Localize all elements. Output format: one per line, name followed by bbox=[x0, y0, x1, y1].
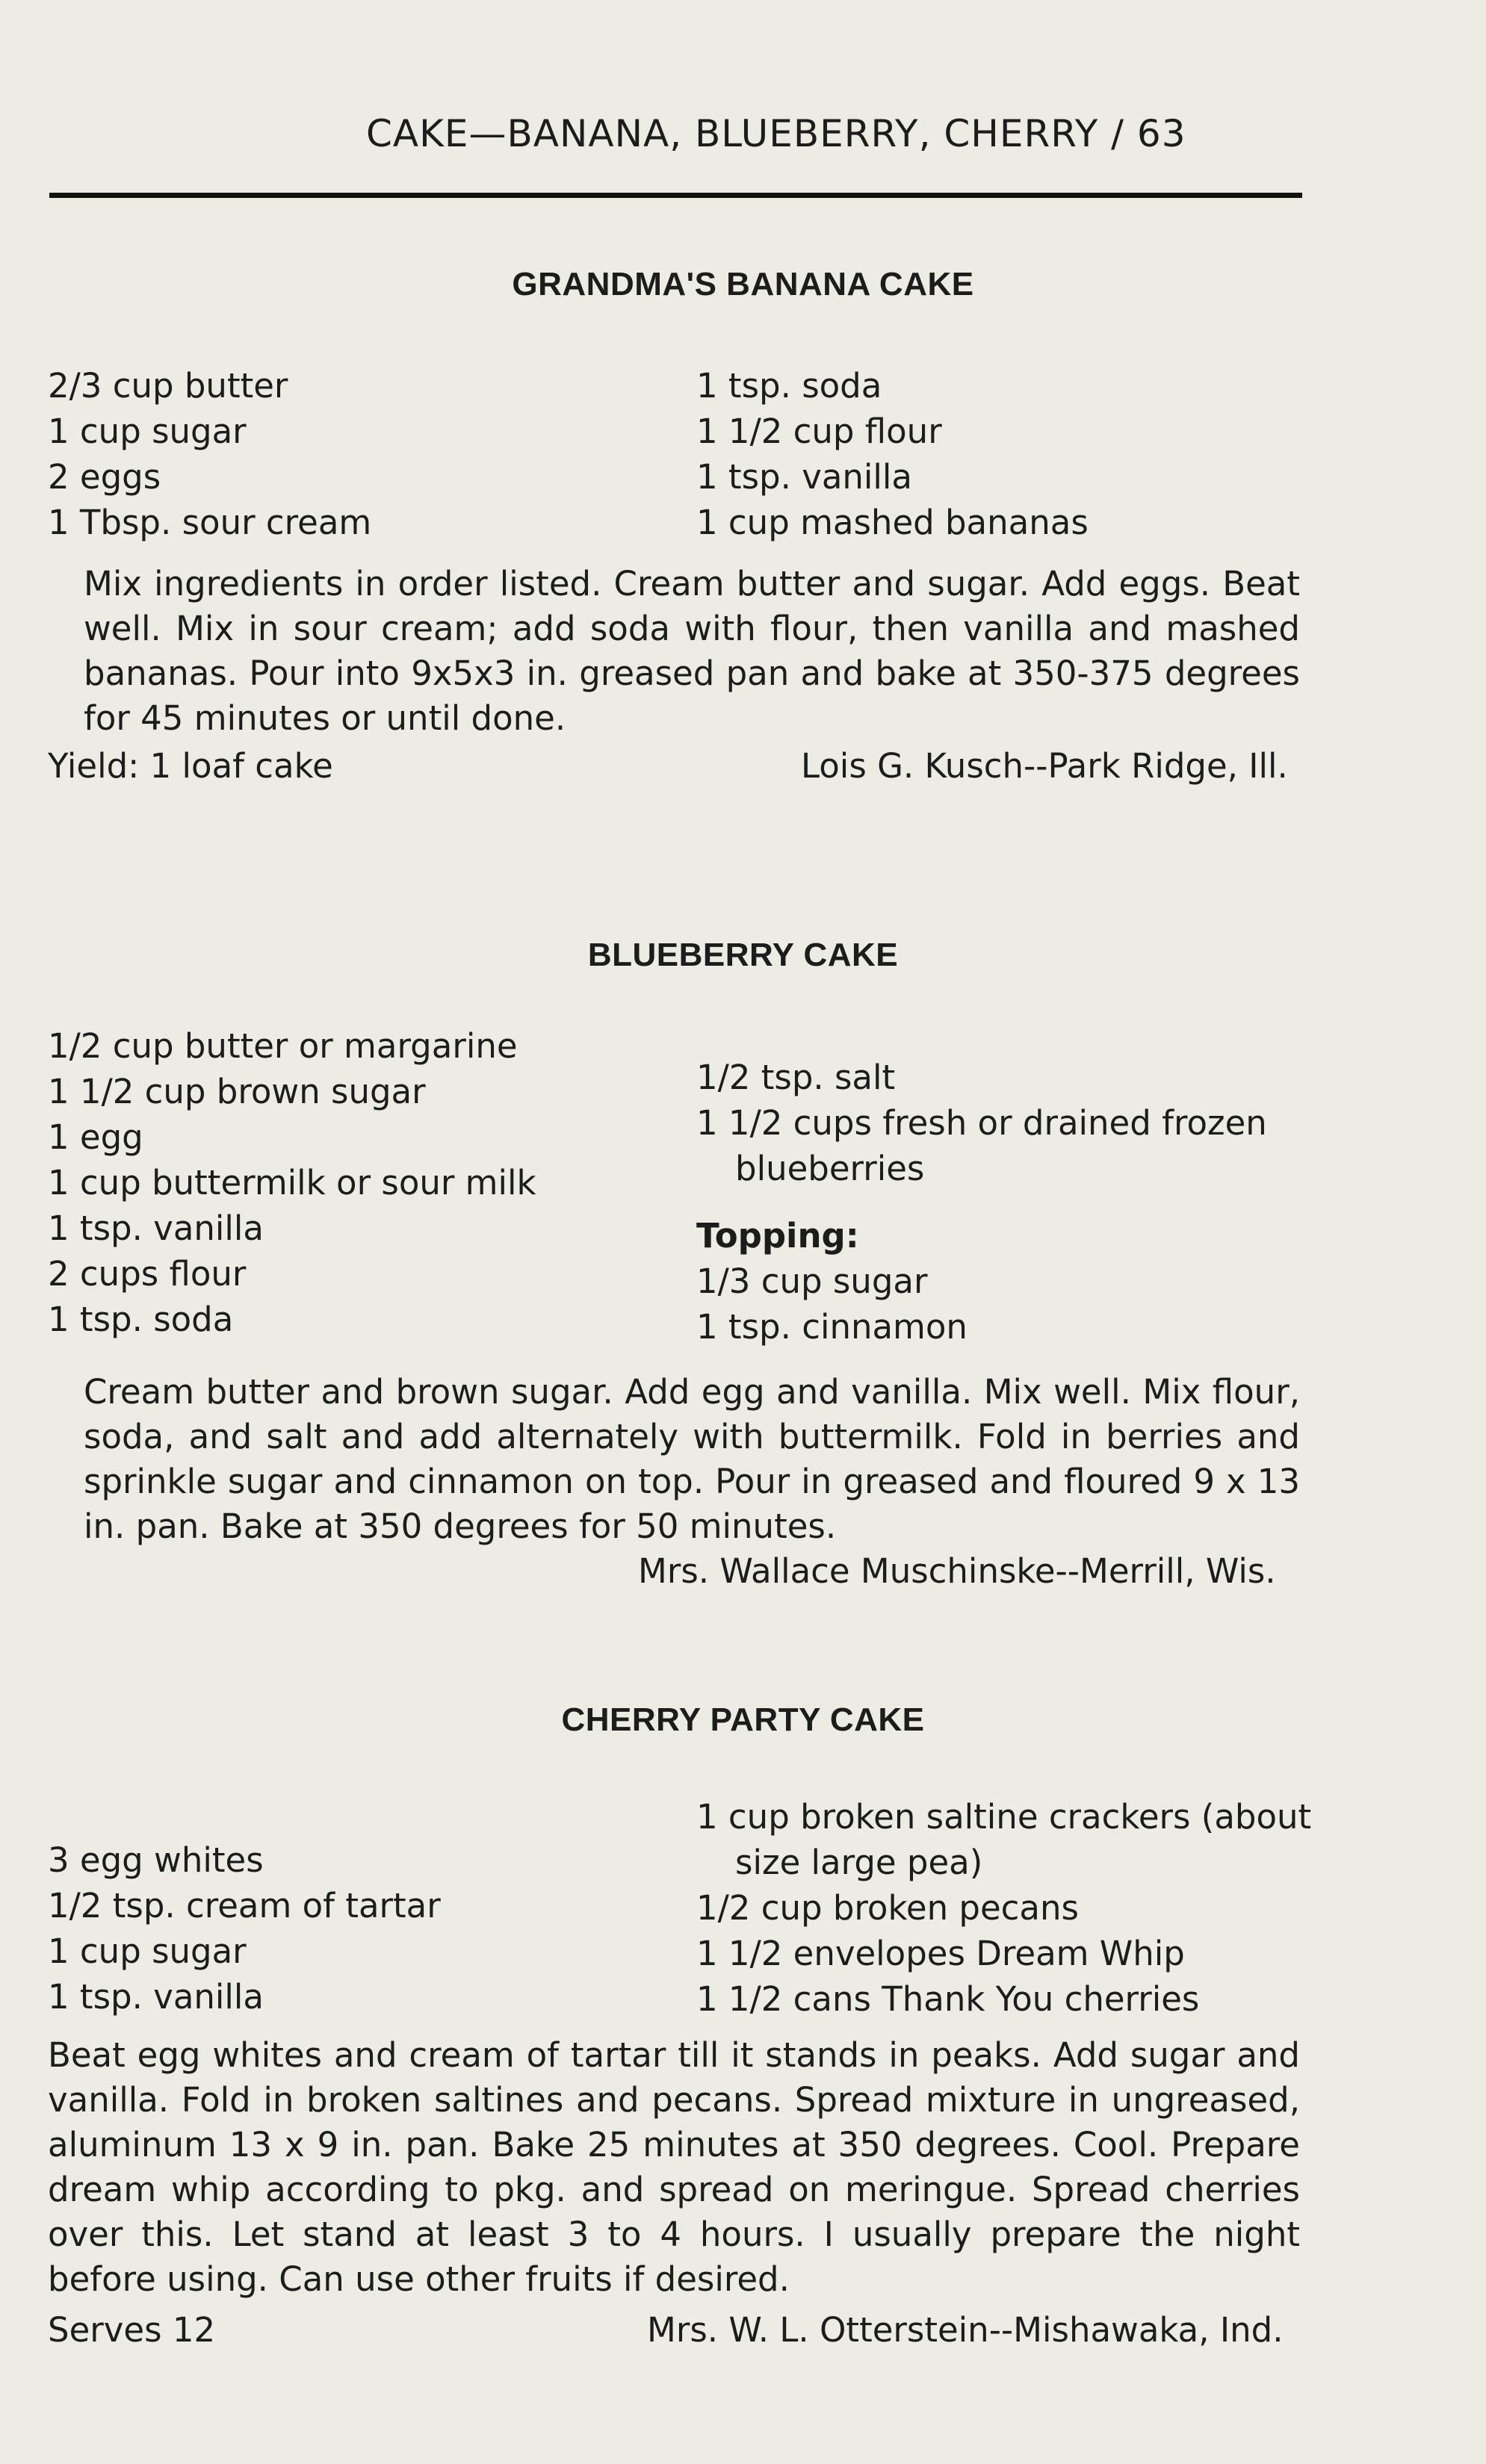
cherry-ingredients-left bbox=[48, 1837, 441, 2020]
cherry-contributor: Mrs. W. L. Otterstein--Mishawaka, Ind. bbox=[647, 2310, 1284, 2350]
banana-contributor: Lois G. Kusch--Park Ridge, Ill. bbox=[801, 746, 1288, 786]
ingredient: 1 tsp. vanilla bbox=[48, 1208, 264, 1248]
directions-text: Mix ingredients in order listed. Cream butter and sugar. Add eggs. Beat well. Mix in sour cream; add soda with flour, then vanilla and mashed bananas. Pour into 9x5x3 in. greased pan and bake at 350-375 degrees for 45 minutes or until done. bbox=[84, 564, 1300, 738]
ingredient: 1/2 cup butter or margarine bbox=[48, 1026, 518, 1066]
ingredient: 1 egg bbox=[48, 1117, 143, 1157]
ingredient: 1 1/2 cups fresh or drained frozen bbox=[696, 1103, 1267, 1143]
recipe-title-banana: GRANDMA'S BANANA CAKE bbox=[512, 266, 974, 302]
ingredient: 1 cup mashed bananas bbox=[696, 503, 1089, 542]
ingredient: 1 cup sugar bbox=[48, 1931, 247, 1971]
cherry-ingredients-right bbox=[696, 1794, 1311, 2022]
cherry-directions bbox=[48, 2033, 1300, 2302]
ingredient: 1 1/2 envelopes Dream Whip bbox=[696, 1934, 1185, 1973]
banana-yield: Yield: 1 loaf cake bbox=[48, 746, 333, 786]
recipe-title-blueberry: BLUEBERRY CAKE bbox=[587, 937, 899, 973]
directions-text: Cream butter and brown sugar. Add egg and vanilla. Mix well. Mix flour, soda, and salt and add alternately with buttermilk. Fold in berries and sprinkle sugar and cinnamon on top. Pour in greased and floured 9 x 13 in. pan. Bake at 350 degrees for 50 minutes. bbox=[84, 1372, 1300, 1546]
ingredient: 1 tsp. vanilla bbox=[696, 457, 913, 497]
ingredient: 1/2 tsp. salt bbox=[696, 1058, 896, 1097]
directions-text: Beat egg whites and cream of tartar till it stands in peaks. Add sugar and vanilla. Fold in broken saltines and pecans. Spread mixture in ungreased, aluminum 13 x 9 in. pan. Bake 25 minutes at 350 degrees. Cool. Prepare dream whip according to pkg. and spread on meringue. Spread cherries over this. Let stand at least 3 to 4 hours. I usually prepare the night before using. Can use other fruits if desired. bbox=[48, 2035, 1300, 2299]
blueberry-directions bbox=[84, 1370, 1300, 1549]
ingredient: 2 cups flour bbox=[48, 1254, 247, 1294]
ingredient: 1 Tbsp. sour cream bbox=[48, 503, 372, 542]
recipe-title-cherry: CHERRY PARTY CAKE bbox=[561, 1701, 925, 1738]
ingredient: 1 tsp. soda bbox=[48, 1300, 234, 1339]
ingredient: 1 tsp. soda bbox=[696, 366, 882, 406]
ingredient: 2 eggs bbox=[48, 457, 161, 497]
banana-directions bbox=[84, 562, 1300, 741]
ingredient-continuation: size large pea) bbox=[735, 1843, 983, 1882]
ingredient: 1/3 cup sugar bbox=[696, 1262, 928, 1301]
banana-ingredients-left bbox=[48, 363, 371, 545]
blueberry-ingredients-left bbox=[48, 1023, 536, 1342]
ingredient: 1 cup broken saltine crackers (about bbox=[696, 1797, 1312, 1837]
ingredient: 1 1/2 cans Thank You cherries bbox=[696, 1979, 1200, 2019]
ingredient: 1 tsp. vanilla bbox=[48, 1977, 264, 2017]
blueberry-ingredients-right bbox=[696, 1055, 1267, 1191]
ingredient: 1 tsp. cinnamon bbox=[696, 1307, 968, 1347]
ingredient: 3 egg whites bbox=[48, 1840, 264, 1880]
ingredient-continuation: blueberries bbox=[735, 1149, 925, 1188]
ingredient: 1 cup buttermilk or sour milk bbox=[48, 1163, 536, 1202]
blueberry-topping bbox=[696, 1213, 968, 1350]
ingredient: 1 1/2 cup brown sugar bbox=[48, 1072, 426, 1111]
ingredient: 1 1/2 cup flour bbox=[696, 412, 942, 451]
ingredient: 2/3 cup butter bbox=[48, 366, 288, 406]
ingredient: 1 cup sugar bbox=[48, 412, 247, 451]
topping-label: Topping: bbox=[696, 1216, 859, 1256]
banana-ingredients-right bbox=[696, 363, 1089, 545]
blueberry-contributor: Mrs. Wallace Muschinske--Merrill, Wis. bbox=[638, 1551, 1276, 1591]
header-rule bbox=[49, 193, 1302, 198]
ingredient: 1/2 tsp. cream of tartar bbox=[48, 1886, 441, 1925]
running-head: CAKE—BANANA, BLUEBERRY, CHERRY / 63 bbox=[366, 112, 1186, 155]
cherry-serves: Serves 12 bbox=[48, 2310, 216, 2350]
ingredient: 1/2 cup broken pecans bbox=[696, 1888, 1079, 1928]
